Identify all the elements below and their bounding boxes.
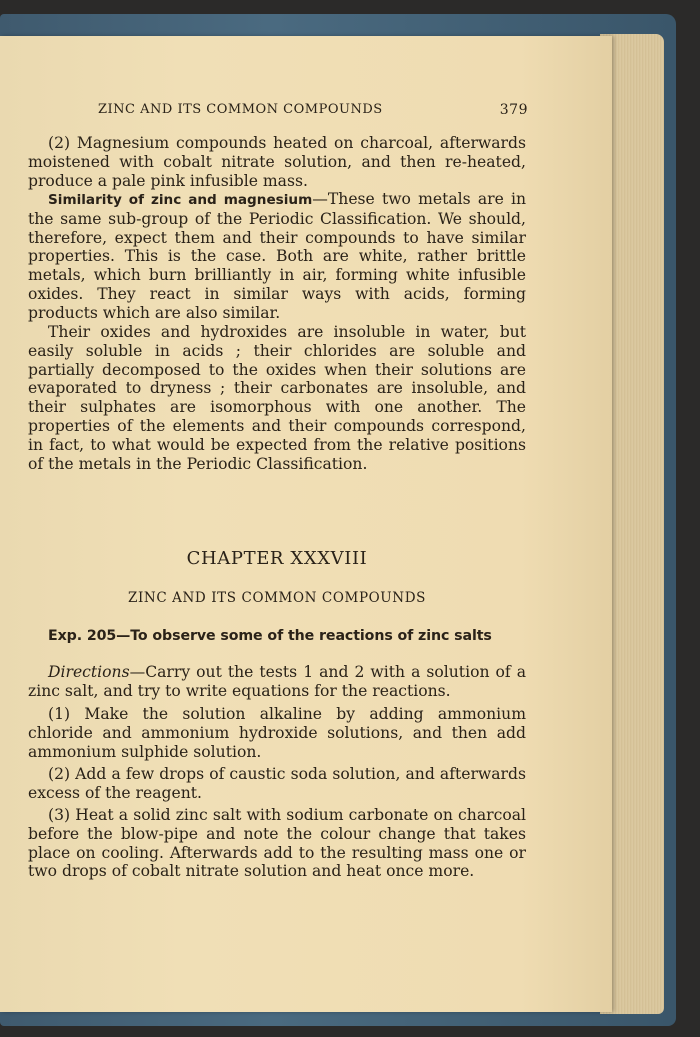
similarity-heading: Similarity of zinc and magnesium bbox=[48, 192, 313, 208]
paragraph-oxides: Their oxides and hydroxides are insoluble in water, but easily soluble in acids ; their chlorides are soluble and partially decomposed to the oxides when their solutions are evaporated to dryness ; their carbonates are insoluble, and their sulphates are isomorphous with one another. The properties of the elements and their compounds correspond, in fact, to what would be expected from the relative positions of the metals in the Periodic Classification. bbox=[28, 323, 526, 473]
running-head-title: ZINC AND ITS COMMON COMPOUNDS bbox=[98, 102, 383, 117]
page-number: 379 bbox=[499, 102, 528, 118]
paragraph-step-3: (3) Heat a solid zinc salt with sodium carbonate on charcoal before the blow-pipe and note the colour change that takes place on cooling. Afterwards add to the resulting mass one or two drops of cobalt nitrate solution and heat once more. bbox=[28, 806, 526, 881]
directions-body: —Carry out the tests 1 and 2 with a solution of a zinc salt, and try to write equations for the reactions. bbox=[28, 663, 526, 700]
paragraph-step-1: (1) Make the solution alkaline by adding ammonium chloride and ammonium hydroxide solutions, and then add ammonium sulphide solution. bbox=[28, 705, 526, 761]
directions-label: Directions bbox=[48, 663, 130, 681]
paragraph-directions bbox=[28, 663, 526, 701]
paragraph-similarity bbox=[28, 190, 526, 323]
similarity-body: —These two metals are in the same sub-group of the Periodic Classification. We should, therefore, expect them and their compounds to have similar properties. This is the case. Both are white, rather brittle metals, which burn brilliantly in air, forming white infusible oxides. They react in similar ways with acids, forming products which are also similar. bbox=[28, 190, 526, 322]
experiment-heading: Exp. 205—To observe some of the reactions of zinc salts bbox=[48, 628, 492, 644]
book-page bbox=[0, 36, 612, 1012]
paragraph-magnesium-test: (2) Magnesium compounds heated on charcoal, afterwards moistened with cobalt nitrate solution, and then re-heated, produce a pale pink infusible mass. bbox=[28, 134, 526, 190]
chapter-subtitle: ZINC AND ITS COMMON COMPOUNDS bbox=[128, 590, 426, 606]
chapter-title: CHAPTER XXXVIII bbox=[186, 548, 368, 569]
paragraph-step-2: (2) Add a few drops of caustic soda solution, and afterwards excess of the reagent. bbox=[28, 765, 526, 802]
